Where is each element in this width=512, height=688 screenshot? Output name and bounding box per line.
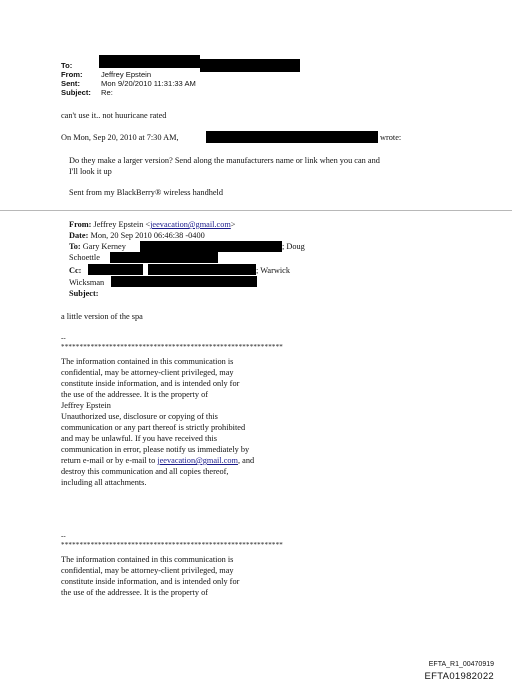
redaction-quoted-sender (206, 131, 378, 143)
fwd-cc-suffix: ; Warwick (256, 266, 290, 275)
disclaimer-1-text (61, 356, 254, 488)
disclaimer-2-line: the use of the addressee. It is the property of (61, 588, 208, 597)
disclaimer-2-text (61, 554, 239, 598)
disclaimer-1-line: Jeffrey Epstein (61, 401, 111, 410)
fwd-to-line-2: Schoettle (69, 253, 100, 262)
fwd-to-suffix: ; Doug (282, 242, 305, 251)
fwd-from-line (69, 219, 235, 230)
fwd-body: a little version of the spa (61, 312, 143, 321)
fwd-cc-line-2: Wicksman (69, 278, 105, 287)
disclaimer-1-line: destroy this communication and all copies thereof, (61, 467, 229, 476)
redaction-fwd-cc-3 (111, 276, 257, 287)
fwd-to-value: Gary Kerney (82, 242, 126, 251)
fwd-subject-label: Subject: (69, 289, 99, 298)
fwd-date-label: Date: (69, 231, 89, 240)
redaction-fwd-cc-1 (88, 264, 143, 275)
disclaimer-1-line: the use of the addressee. It is the property of (61, 390, 208, 399)
disclaimer-1-line: including all attachments. (61, 478, 147, 487)
fwd-to-line (69, 241, 126, 252)
bates-number-1: EFTA_R1_00470919 (428, 661, 494, 668)
disclaimer-1-line: The information contained in this communication is (61, 357, 234, 366)
disclaimer-2-line: confidential, may be attorney-client privileged, may (61, 566, 234, 575)
fwd-cc-label: Cc: (69, 266, 82, 275)
disclaimer-1-line10-prefix: return e-mail or by e-mail to (61, 456, 158, 465)
disclaimer-1-line: constitute inside information, and is intended only for (61, 379, 240, 388)
disclaimer-1-line (61, 455, 254, 466)
quoted-intro-prefix: On Mon, Sep 20, 2010 at 7:30 AM, (61, 133, 179, 142)
redaction-fwd-to-2 (110, 252, 218, 263)
fwd-to-label: To: (69, 242, 81, 251)
bates-number-2: EFTA01982022 (424, 671, 494, 682)
fwd-from-name: Jeffrey Epstein < (93, 220, 151, 229)
sent-value: Mon 9/20/2010 11:31:33 AM (101, 79, 196, 88)
quoted-intro-suffix: wrote: (380, 133, 402, 142)
disclaimer-1-line: communication in error, please notify us immediately by (61, 445, 250, 454)
subject-value: Re: (101, 88, 113, 97)
disclaimer-1-line: and may be unlawful. If you have received this (61, 434, 217, 443)
disclaimer-2-stars: ************************************************************ (61, 541, 283, 549)
disclaimer-1-dashes: -- (61, 334, 66, 342)
quoted-line-1: Do they make a larger version? Send along the manufacturers name or link when you can and (69, 156, 380, 165)
disclaimer-1-email-link[interactable]: jeevacation@gmail.com (157, 456, 238, 465)
disclaimer-2-line: The information contained in this communication is (61, 555, 234, 564)
fwd-date-value: Mon, 20 Sep 2010 06:46:38 -0400 (90, 231, 205, 240)
redaction-to-1 (99, 55, 200, 68)
quoted-line-2: I'll look it up (69, 167, 112, 176)
redaction-fwd-to (140, 241, 282, 252)
reply-body: can't use it.. not huuricane rated (61, 111, 167, 120)
fwd-from-email[interactable]: jeevacation@gmail.com (150, 220, 231, 229)
disclaimer-1-line: confidential, may be attorney-client privileged, may (61, 368, 234, 377)
disclaimer-2-line: constitute inside information, and is intended only for (61, 577, 240, 586)
separator-rule (0, 210, 512, 211)
from-value: Jeffrey Epstein (101, 70, 152, 79)
fwd-from-close: > (230, 220, 236, 229)
fwd-from-label: From: (69, 220, 92, 229)
from-label: From: (61, 70, 83, 79)
sent-label: Sent: (61, 79, 80, 88)
redaction-fwd-cc-2 (148, 264, 256, 275)
subject-label: Subject: (61, 88, 91, 97)
quoted-signature: Sent from my BlackBerry® wireless handheld (69, 188, 223, 197)
disclaimer-1-line: Unauthorized use, disclosure or copying of this (61, 412, 218, 421)
fwd-date-line (69, 230, 205, 241)
disclaimer-1-line: communication or any part thereof is strictly prohibited (61, 423, 246, 432)
to-label: To: (61, 61, 73, 70)
disclaimer-1-stars: ************************************************************ (61, 343, 283, 351)
disclaimer-2-dashes: -- (61, 532, 66, 540)
redaction-to-2 (200, 59, 300, 72)
disclaimer-1-line10-suffix: , and (237, 456, 255, 465)
